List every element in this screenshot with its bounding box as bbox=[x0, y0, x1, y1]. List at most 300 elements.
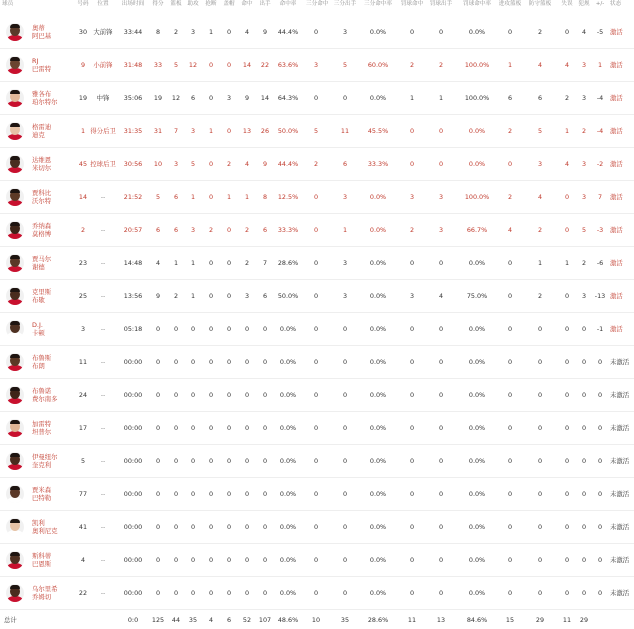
cell-ftm: 0 bbox=[409, 589, 415, 597]
cell-ftp: 100.0% bbox=[464, 94, 490, 102]
player-name-link[interactable] bbox=[32, 585, 72, 602]
cell-tpp: 33.3% bbox=[367, 160, 389, 168]
player-name-link[interactable] bbox=[32, 519, 72, 536]
cell-tpa: 6 bbox=[342, 160, 348, 168]
cell-tov: 1 bbox=[564, 259, 570, 267]
cell-ftm: 0 bbox=[409, 391, 415, 399]
cell-oreb: 6 bbox=[507, 94, 513, 102]
cell-oreb: 0 bbox=[507, 259, 513, 267]
player-name-line2: 奥利尼克 bbox=[32, 527, 58, 536]
cell-min: 30:56 bbox=[123, 160, 143, 168]
cell-oreb: 0 bbox=[507, 457, 513, 465]
totals-reb: 44 bbox=[171, 616, 181, 624]
player-name-link[interactable] bbox=[32, 24, 72, 41]
cell-ast: 0 bbox=[190, 457, 196, 465]
cell-pts: 33 bbox=[153, 61, 163, 69]
cell-tpp: 0.0% bbox=[369, 523, 387, 531]
cell-num: 14 bbox=[78, 193, 88, 201]
cell-tpm: 0 bbox=[313, 556, 319, 564]
cell-tov: 0 bbox=[564, 193, 570, 201]
cell-pts: 0 bbox=[155, 391, 161, 399]
header-fta[interactable]: 罚球出手 bbox=[429, 1, 453, 7]
cell-ftp: 0.0% bbox=[468, 589, 486, 597]
cell-pm: 0 bbox=[597, 358, 603, 366]
player-name-line2: 珀尔特尔 bbox=[32, 98, 58, 107]
cell-tpp: 0.0% bbox=[369, 457, 387, 465]
player-name-link[interactable] bbox=[32, 90, 72, 107]
avatar-hair bbox=[10, 189, 20, 193]
cell-fta: 0 bbox=[438, 28, 444, 36]
player-name-link[interactable] bbox=[32, 57, 72, 74]
cell-pf: 3 bbox=[581, 160, 587, 168]
cell-num: 30 bbox=[78, 28, 88, 36]
cell-pf: 0 bbox=[581, 391, 587, 399]
cell-pm: 0 bbox=[597, 424, 603, 432]
cell-ftm: 0 bbox=[409, 259, 415, 267]
cell-pos: -- bbox=[100, 391, 106, 399]
cell-fga: 22 bbox=[260, 61, 270, 69]
totals-pts: 125 bbox=[151, 616, 165, 624]
cell-num: 4 bbox=[80, 556, 86, 564]
player-name-line2: 谢德 bbox=[32, 263, 45, 272]
cell-tpa: 5 bbox=[342, 61, 348, 69]
header-tov[interactable]: 失误 bbox=[561, 1, 573, 7]
cell-ftm: 0 bbox=[409, 127, 415, 135]
totals-ftp: 84.6% bbox=[466, 616, 488, 624]
cell-reb: 12 bbox=[171, 94, 181, 102]
cell-oreb: 0 bbox=[507, 325, 513, 333]
cell-stl: 0 bbox=[208, 556, 214, 564]
player-name-link[interactable] bbox=[32, 486, 72, 503]
cell-tpm: 0 bbox=[313, 28, 319, 36]
cell-fgp: 50.0% bbox=[277, 127, 299, 135]
cell-ftm: 0 bbox=[409, 523, 415, 531]
cell-tov: 0 bbox=[564, 556, 570, 564]
cell-tpm: 2 bbox=[313, 160, 319, 168]
cell-ast: 3 bbox=[190, 226, 196, 234]
cell-status: 未激活 bbox=[610, 457, 630, 465]
cell-stl: 2 bbox=[208, 226, 214, 234]
header-pts[interactable]: 得分 bbox=[152, 1, 164, 7]
cell-fga: 14 bbox=[260, 94, 270, 102]
cell-ftp: 0.0% bbox=[468, 28, 486, 36]
cell-fga: 8 bbox=[262, 193, 268, 201]
cell-blk: 3 bbox=[226, 94, 232, 102]
player-name-line1: 达维恩 bbox=[32, 156, 52, 164]
cell-fta: 0 bbox=[438, 556, 444, 564]
header-reb[interactable]: 篮板 bbox=[170, 1, 182, 7]
header-oreb[interactable]: 进攻篮板 bbox=[498, 1, 522, 7]
cell-stl: 0 bbox=[208, 457, 214, 465]
cell-tpa: 3 bbox=[342, 259, 348, 267]
cell-pm: 0 bbox=[597, 490, 603, 498]
cell-ast: 1 bbox=[190, 259, 196, 267]
header-pf[interactable]: 犯规 bbox=[578, 1, 590, 7]
cell-pm: 0 bbox=[597, 457, 603, 465]
cell-fta: 0 bbox=[438, 325, 444, 333]
table-row bbox=[0, 412, 634, 445]
cell-blk: 0 bbox=[226, 490, 232, 498]
cell-ftm: 2 bbox=[409, 61, 415, 69]
cell-pm: -2 bbox=[596, 160, 604, 168]
cell-dreb: 1 bbox=[537, 259, 543, 267]
table-row bbox=[0, 115, 634, 148]
cell-tov: 0 bbox=[564, 457, 570, 465]
cell-min: 00:00 bbox=[123, 490, 143, 498]
cell-stl: 0 bbox=[208, 61, 214, 69]
cell-fgp: 0.0% bbox=[279, 589, 297, 597]
avatar-hair bbox=[10, 321, 20, 325]
table-row bbox=[0, 313, 634, 346]
cell-pf: 3 bbox=[581, 61, 587, 69]
cell-pf: 0 bbox=[581, 457, 587, 465]
cell-oreb: 0 bbox=[507, 589, 513, 597]
cell-reb: 2 bbox=[173, 28, 179, 36]
header-min[interactable]: 出场时间 bbox=[121, 1, 145, 7]
cell-blk: 0 bbox=[226, 325, 232, 333]
player-name-link[interactable] bbox=[32, 255, 72, 272]
player-name-link[interactable] bbox=[32, 387, 72, 404]
player-name-link[interactable] bbox=[32, 354, 72, 371]
avatar bbox=[6, 419, 24, 437]
cell-tpa: 0 bbox=[342, 391, 348, 399]
cell-ftp: 0.0% bbox=[468, 325, 486, 333]
cell-num: 11 bbox=[78, 358, 88, 366]
cell-fgp: 44.4% bbox=[277, 160, 299, 168]
cell-fgm: 0 bbox=[244, 556, 250, 564]
avatar-hair bbox=[10, 255, 20, 259]
cell-fgm: 0 bbox=[244, 490, 250, 498]
cell-status: 激活 bbox=[610, 28, 623, 36]
cell-blk: 2 bbox=[226, 160, 232, 168]
cell-min: 00:00 bbox=[123, 391, 143, 399]
cell-dreb: 4 bbox=[537, 193, 543, 201]
cell-pm: 7 bbox=[597, 193, 603, 201]
cell-fga: 0 bbox=[262, 325, 268, 333]
avatar bbox=[6, 287, 24, 305]
table-row bbox=[0, 379, 634, 412]
cell-pts: 0 bbox=[155, 424, 161, 432]
totals-dreb: 29 bbox=[535, 616, 545, 624]
cell-ast: 12 bbox=[188, 61, 198, 69]
cell-num: 5 bbox=[80, 457, 86, 465]
cell-pos: 小前锋 bbox=[93, 61, 113, 69]
cell-fgm: 1 bbox=[244, 193, 250, 201]
cell-fgm: 9 bbox=[244, 94, 250, 102]
cell-ast: 0 bbox=[190, 424, 196, 432]
table-row bbox=[0, 478, 634, 511]
cell-tov: 0 bbox=[564, 28, 570, 36]
cell-pf: 0 bbox=[581, 424, 587, 432]
totals-fga: 107 bbox=[258, 616, 272, 624]
cell-pm: -13 bbox=[594, 292, 606, 300]
player-name-link[interactable] bbox=[32, 288, 72, 305]
avatar-hair bbox=[10, 585, 20, 589]
cell-tpp: 0.0% bbox=[369, 556, 387, 564]
cell-fgm: 4 bbox=[244, 160, 250, 168]
cell-ast: 0 bbox=[190, 325, 196, 333]
cell-ast: 5 bbox=[190, 160, 196, 168]
cell-tpp: 0.0% bbox=[369, 391, 387, 399]
player-name-line1: 凯利 bbox=[32, 519, 45, 527]
cell-pf: 3 bbox=[581, 193, 587, 201]
cell-tpp: 0.0% bbox=[369, 94, 387, 102]
cell-reb: 6 bbox=[173, 193, 179, 201]
cell-pts: 10 bbox=[153, 160, 163, 168]
cell-ast: 0 bbox=[190, 589, 196, 597]
header-player[interactable]: 球员 bbox=[2, 1, 14, 7]
cell-blk: 0 bbox=[226, 358, 232, 366]
cell-ftp: 0.0% bbox=[468, 259, 486, 267]
cell-stl: 0 bbox=[208, 490, 214, 498]
cell-tov: 0 bbox=[564, 292, 570, 300]
cell-stl: 0 bbox=[208, 94, 214, 102]
cell-tov: 0 bbox=[564, 226, 570, 234]
cell-fga: 9 bbox=[262, 160, 268, 168]
cell-pos: -- bbox=[100, 556, 106, 564]
cell-num: 23 bbox=[78, 259, 88, 267]
player-name-link[interactable] bbox=[32, 420, 72, 437]
cell-oreb: 0 bbox=[507, 358, 513, 366]
player-name-line1: 克里斯 bbox=[32, 288, 52, 296]
cell-tpp: 0.0% bbox=[369, 589, 387, 597]
header-ast[interactable]: 助攻 bbox=[187, 1, 199, 7]
cell-tpm: 0 bbox=[313, 424, 319, 432]
cell-min: 00:00 bbox=[123, 556, 143, 564]
avatar bbox=[6, 89, 24, 107]
cell-pos: -- bbox=[100, 424, 106, 432]
header-fga[interactable]: 出手 bbox=[259, 1, 271, 7]
cell-tpm: 0 bbox=[313, 490, 319, 498]
avatar-hair bbox=[10, 57, 20, 61]
cell-reb: 6 bbox=[173, 226, 179, 234]
cell-ftm: 0 bbox=[409, 358, 415, 366]
player-name-link[interactable] bbox=[32, 321, 72, 338]
cell-reb: 0 bbox=[173, 424, 179, 432]
header-tpa[interactable]: 三分出手 bbox=[333, 1, 357, 7]
player-name-link[interactable] bbox=[32, 222, 72, 239]
cell-pts: 6 bbox=[155, 226, 161, 234]
totals-ast: 35 bbox=[188, 616, 198, 624]
cell-fgp: 0.0% bbox=[279, 556, 297, 564]
cell-dreb: 0 bbox=[537, 523, 543, 531]
cell-ftm: 3 bbox=[409, 193, 415, 201]
cell-min: 21:52 bbox=[123, 193, 143, 201]
player-name-link[interactable] bbox=[32, 189, 72, 206]
cell-ftm: 0 bbox=[409, 424, 415, 432]
cell-fgm: 0 bbox=[244, 457, 250, 465]
table-row bbox=[0, 148, 634, 181]
cell-pf: 0 bbox=[581, 556, 587, 564]
header-dreb[interactable]: 防守篮板 bbox=[528, 1, 552, 7]
cell-pos: -- bbox=[100, 292, 106, 300]
cell-ftm: 0 bbox=[409, 28, 415, 36]
cell-dreb: 0 bbox=[537, 457, 543, 465]
cell-ftm: 2 bbox=[409, 226, 415, 234]
player-name-line2: 迪克 bbox=[32, 131, 45, 140]
cell-pos: -- bbox=[100, 358, 106, 366]
cell-min: 00:00 bbox=[123, 589, 143, 597]
cell-fga: 0 bbox=[262, 490, 268, 498]
cell-pos: 中锋 bbox=[96, 94, 110, 102]
cell-status: 激活 bbox=[610, 259, 623, 267]
cell-pts: 5 bbox=[155, 193, 161, 201]
header-fgm[interactable]: 命中 bbox=[241, 1, 253, 7]
player-name-link[interactable] bbox=[32, 453, 72, 470]
avatar-hair bbox=[10, 222, 20, 226]
header-pm[interactable]: +/- bbox=[595, 1, 605, 7]
cell-pos: 大前锋 bbox=[93, 28, 113, 36]
header-tpp[interactable]: 三分命中率 bbox=[364, 1, 392, 7]
cell-dreb: 2 bbox=[537, 28, 543, 36]
cell-pts: 0 bbox=[155, 457, 161, 465]
player-name-line1: 伊曼纽尔 bbox=[32, 453, 58, 461]
cell-min: 20:57 bbox=[123, 226, 143, 234]
cell-dreb: 5 bbox=[537, 127, 543, 135]
header-ftm[interactable]: 罚球命中 bbox=[400, 1, 424, 7]
cell-status: 激活 bbox=[610, 127, 623, 135]
player-name-line1: D.J. bbox=[32, 321, 43, 329]
cell-num: 24 bbox=[78, 391, 88, 399]
player-name-line1: 雅各布 bbox=[32, 90, 52, 98]
cell-status: 激活 bbox=[610, 325, 623, 333]
cell-status: 激活 bbox=[610, 160, 623, 168]
header-pos[interactable]: 位置 bbox=[97, 1, 109, 7]
cell-pf: 3 bbox=[581, 292, 587, 300]
cell-reb: 7 bbox=[173, 127, 179, 135]
cell-tpa: 0 bbox=[342, 325, 348, 333]
avatar-hair bbox=[10, 420, 20, 424]
header-tpm[interactable]: 三分命中 bbox=[306, 1, 329, 7]
cell-ast: 3 bbox=[190, 127, 196, 135]
player-name-link[interactable] bbox=[32, 552, 72, 569]
player-name-line1: 布鲁斯 bbox=[32, 354, 52, 362]
cell-min: 33:44 bbox=[123, 28, 143, 36]
avatar bbox=[6, 386, 24, 404]
cell-stl: 1 bbox=[208, 127, 214, 135]
cell-fgp: 33.3% bbox=[277, 226, 299, 234]
cell-pos: -- bbox=[100, 259, 106, 267]
cell-ftp: 0.0% bbox=[468, 523, 486, 531]
cell-blk: 0 bbox=[226, 226, 232, 234]
cell-dreb: 0 bbox=[537, 391, 543, 399]
cell-pm: 1 bbox=[597, 61, 603, 69]
cell-status: 激活 bbox=[610, 193, 623, 201]
cell-fgm: 0 bbox=[244, 325, 250, 333]
cell-fgm: 0 bbox=[244, 391, 250, 399]
player-name-line2: 费尔南多 bbox=[32, 395, 58, 404]
cell-tpm: 0 bbox=[313, 523, 319, 531]
cell-pf: 3 bbox=[581, 94, 587, 102]
cell-min: 00:00 bbox=[123, 358, 143, 366]
header-fgp[interactable]: 命中率 bbox=[279, 1, 297, 7]
cell-oreb: 1 bbox=[507, 61, 513, 69]
cell-tpa: 3 bbox=[342, 193, 348, 201]
cell-oreb: 0 bbox=[507, 292, 513, 300]
cell-pts: 0 bbox=[155, 358, 161, 366]
avatar bbox=[6, 551, 24, 569]
cell-pm: -1 bbox=[596, 325, 604, 333]
cell-dreb: 2 bbox=[537, 292, 543, 300]
cell-num: 77 bbox=[78, 490, 88, 498]
cell-ast: 1 bbox=[190, 193, 196, 201]
cell-fgm: 14 bbox=[242, 61, 252, 69]
avatar bbox=[6, 584, 24, 602]
totals-label: 总计 bbox=[4, 616, 17, 624]
cell-blk: 0 bbox=[226, 61, 232, 69]
cell-ftp: 0.0% bbox=[468, 127, 486, 135]
player-name-line2: 巴恩斯 bbox=[32, 560, 52, 569]
header-status[interactable]: 状态 bbox=[610, 1, 622, 7]
cell-num: 41 bbox=[78, 523, 88, 531]
cell-tpa: 0 bbox=[342, 457, 348, 465]
cell-status: 未激活 bbox=[610, 589, 630, 597]
avatar-hair bbox=[10, 123, 20, 127]
cell-blk: 0 bbox=[226, 292, 232, 300]
cell-pm: -6 bbox=[596, 259, 604, 267]
cell-fta: 0 bbox=[438, 424, 444, 432]
header-ftp[interactable]: 罚球命中率 bbox=[463, 1, 491, 7]
cell-ftp: 66.7% bbox=[466, 226, 488, 234]
player-name-line2: 布歇 bbox=[32, 296, 45, 305]
cell-stl: 1 bbox=[208, 28, 214, 36]
cell-tpa: 0 bbox=[342, 94, 348, 102]
cell-status: 未激活 bbox=[610, 424, 630, 432]
cell-status: 未激活 bbox=[610, 556, 630, 564]
cell-fgp: 12.5% bbox=[277, 193, 299, 201]
cell-fta: 2 bbox=[438, 61, 444, 69]
cell-reb: 0 bbox=[173, 523, 179, 531]
player-name-line2: 巴特勒 bbox=[32, 494, 52, 503]
table-row bbox=[0, 49, 634, 82]
avatar-hair bbox=[10, 288, 20, 292]
header-stl[interactable]: 抢断 bbox=[205, 1, 217, 7]
cell-min: 00:00 bbox=[123, 424, 143, 432]
cell-tpa: 0 bbox=[342, 490, 348, 498]
header-num[interactable]: 号码 bbox=[77, 1, 89, 7]
cell-stl: 0 bbox=[208, 358, 214, 366]
player-name-line1: 奥蒂 bbox=[32, 24, 45, 32]
cell-reb: 2 bbox=[173, 292, 179, 300]
cell-oreb: 0 bbox=[507, 424, 513, 432]
player-name-link[interactable] bbox=[32, 156, 72, 173]
cell-stl: 0 bbox=[208, 424, 214, 432]
cell-blk: 0 bbox=[226, 259, 232, 267]
avatar bbox=[6, 320, 24, 338]
cell-tov: 0 bbox=[564, 325, 570, 333]
cell-tpa: 11 bbox=[340, 127, 350, 135]
cell-blk: 0 bbox=[226, 424, 232, 432]
player-name-line2: 巴雷特 bbox=[32, 65, 52, 74]
cell-ftm: 0 bbox=[409, 325, 415, 333]
cell-pf: 0 bbox=[581, 490, 587, 498]
player-name-link[interactable] bbox=[32, 123, 72, 140]
player-name-line2: 沃尔特 bbox=[32, 197, 52, 206]
cell-oreb: 2 bbox=[507, 127, 513, 135]
cell-pm: 0 bbox=[597, 523, 603, 531]
player-name-line1: 贾米森 bbox=[32, 486, 52, 494]
cell-pts: 4 bbox=[155, 259, 161, 267]
avatar bbox=[6, 23, 24, 41]
cell-ast: 0 bbox=[190, 523, 196, 531]
avatar bbox=[6, 122, 24, 140]
player-name-line1: 布鲁诺 bbox=[32, 387, 52, 395]
player-name-line2: 布朗 bbox=[32, 362, 45, 371]
cell-num: 25 bbox=[78, 292, 88, 300]
cell-fga: 6 bbox=[262, 292, 268, 300]
header-blk[interactable]: 盖帽 bbox=[223, 1, 235, 7]
cell-fga: 0 bbox=[262, 358, 268, 366]
